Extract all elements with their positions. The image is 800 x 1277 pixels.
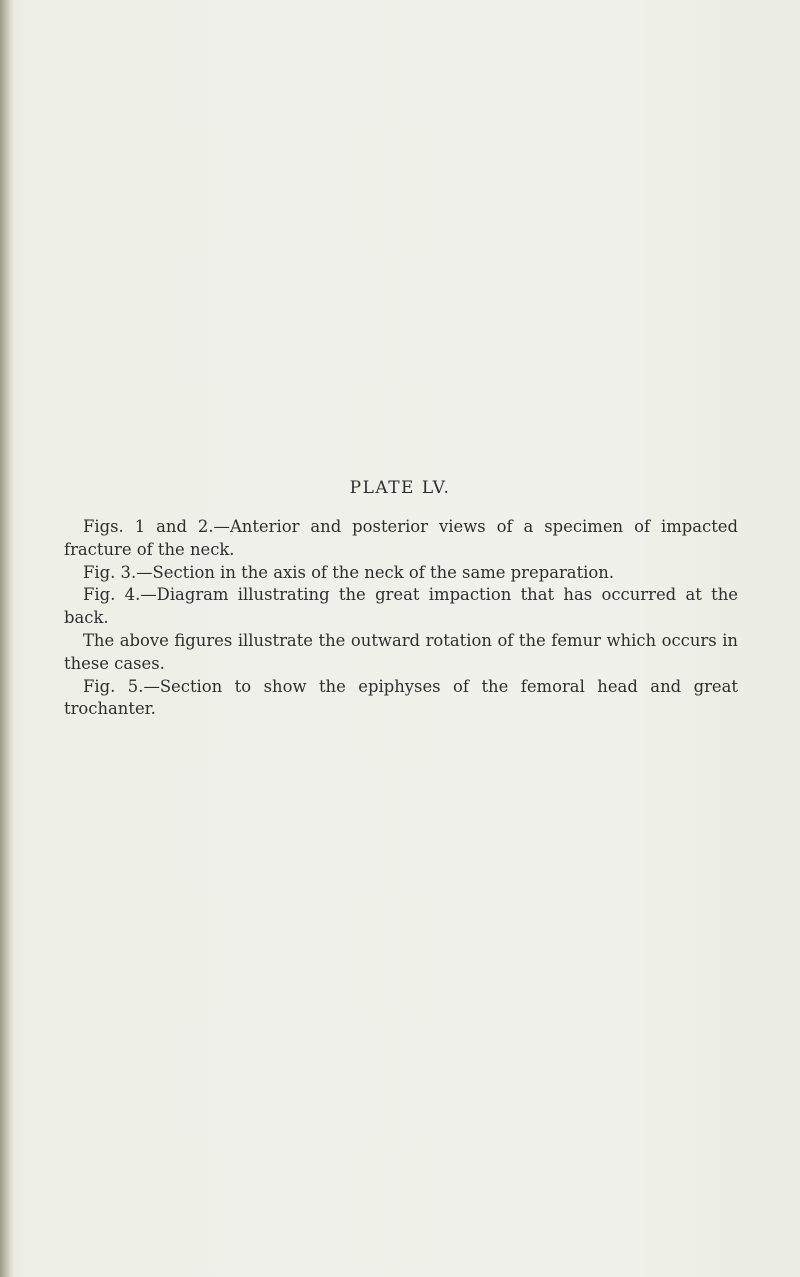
- caption-list: [64, 516, 738, 721]
- caption-rotation-note: The above figures illustrate the outward rotation of the femur which occurs in these cases.: [64, 630, 738, 673]
- caption-fig-5: Fig. 5.—Section to show the epiphyses of the femoral head and great trochanter.: [64, 676, 738, 719]
- binding-edge: [0, 0, 14, 1277]
- plate-title: PLATE LV.: [349, 478, 451, 498]
- caption-fig-3: Fig. 3.—Section in the axis of the neck of the same preparation.: [83, 562, 615, 582]
- caption-figs-1-2: Figs. 1 and 2.—Anterior and posterior views of a specimen of impacted fracture of the neck.: [64, 517, 738, 559]
- caption-fig-4: Fig. 4.—Diagram illustrating the great impaction that has occurred at the back.: [64, 585, 738, 628]
